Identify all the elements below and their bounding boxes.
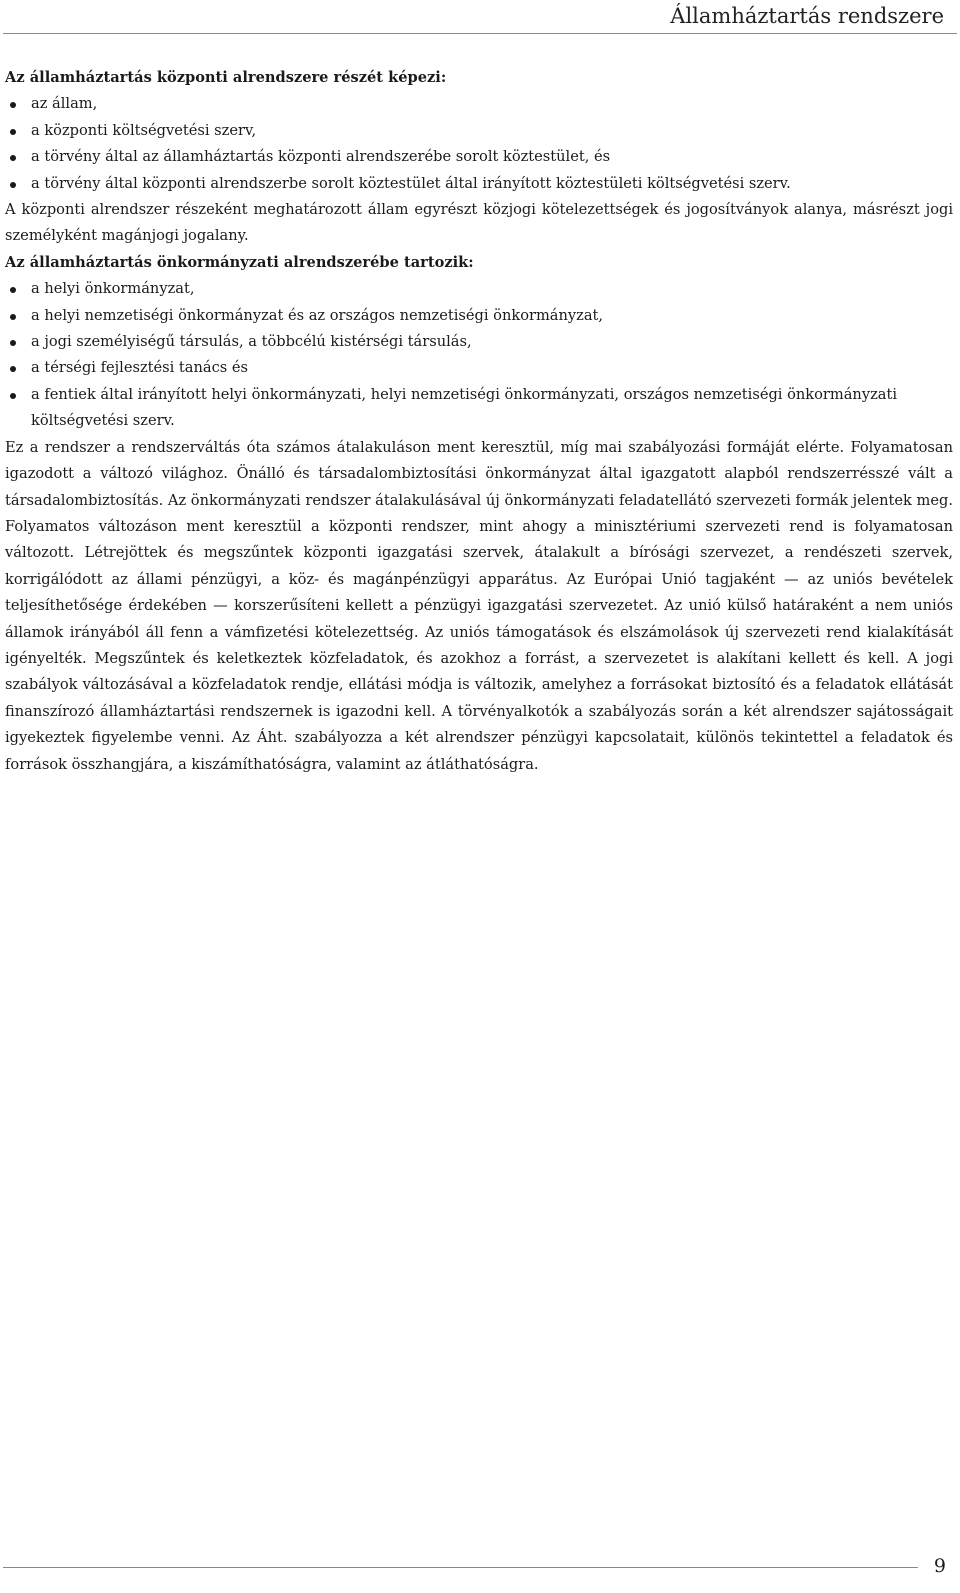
body-paragraph: Ez a rendszer a rendszerváltás óta számos átalakuláson ment keresztül, míg mai szabályozási formáját elérte. Folyamatosan igazodott a változó világhoz. Önálló és társadalombiztosítási önkormányzat által igazgatott alapból rendszerrésszé vált a társadalombiztosítás. Az önkormányzati rendszer átalakulásával új önkormányzati feladatellátó szervezeti formák jelentek meg. Folyamatos változáson ment keresztül a központi rendszer, mint ahogy a minisztériumi szervezeti rend is folyamatosan változott. Létrejöttek és megszűntek központi igazgatási szervek, átalakult a bírósági szervezet, a rendészeti szervek, korrigálódott az állami pénzügyi, a köz- és magánpénzügyi apparátus. Az Európai Unió tagjaként — az uniós bevételek teljesíthetősége érdekében — korszerűsíteni kellett a pénzügyi igazgatási szervezetet. Az unió külső határaként a nem uniós államok irányából áll fenn a vámfizetési kötelezettség. Az uniós támogatások és elszámolások új szervezeti rend kialakítását igényelték. Megszűntek és keletkeztek közfeladatok, és azokhoz a forrást, a szervezetet is alakítani kellett és kell. A jogi szabályok változásával a közfeladatok rendje, ellátási módja is változik, amelyhez a forrásokat biztosító és a feladatok ellátását finanszírozó államháztartási rendszernek is igazodni kell. A törvényalkotók a szabályozás során a két alrendszer sajátosságait igyekeztek figyelembe venni. Az Áht. szabályozza a két alrendszer pénzügyi kapcsolatait, különös tekintettel a feladatok és források összhangjára, a kiszámíthatóságra, valamint az átláthatóságra. <box>5 438 953 773</box>
central-subsystem-list <box>5 91 953 197</box>
footer-divider <box>3 1567 918 1568</box>
list-item: a térségi fejlesztési tanács és <box>5 355 953 381</box>
list-item: a helyi önkormányzat, <box>5 276 953 302</box>
section-heading-central: Az államháztartás központi alrendszere részét képezi: <box>5 69 447 86</box>
local-subsystem-list <box>5 276 953 434</box>
section-heading-local: Az államháztartás önkormányzati alrendszerébe tartozik: <box>5 253 474 271</box>
list-item: a törvény által az államháztartás központi alrendszerébe sorolt köztestület, és <box>5 144 953 170</box>
running-header: Államháztartás rendszere <box>670 4 944 28</box>
list-item: az állam, <box>5 91 953 117</box>
list-item: a törvény által központi alrendszerbe sorolt köztestület által irányított köztestületi költségvetési szerv. <box>5 171 953 197</box>
header-divider <box>3 33 957 34</box>
list-item: a helyi nemzetiségi önkormányzat és az országos nemzetiségi önkormányzat, <box>5 303 953 329</box>
page-content <box>5 65 953 778</box>
central-subsystem-paragraph: A központi alrendszer részeként meghatározott állam egyrészt közjogi kötelezettségek és jogosítványok alanya, másrészt jogi személyként magánjogi jogalany. <box>5 201 953 245</box>
page-number: 9 <box>933 1555 946 1577</box>
list-item: a jogi személyiségű társulás, a többcélú kistérségi társulás, <box>5 329 953 355</box>
list-item: a központi költségvetési szerv, <box>5 118 953 144</box>
list-item: a fentiek által irányított helyi önkormányzati, helyi nemzetiségi önkormányzati, országos nemzetiségi önkormányzati költségvetési szerv. <box>5 382 953 435</box>
